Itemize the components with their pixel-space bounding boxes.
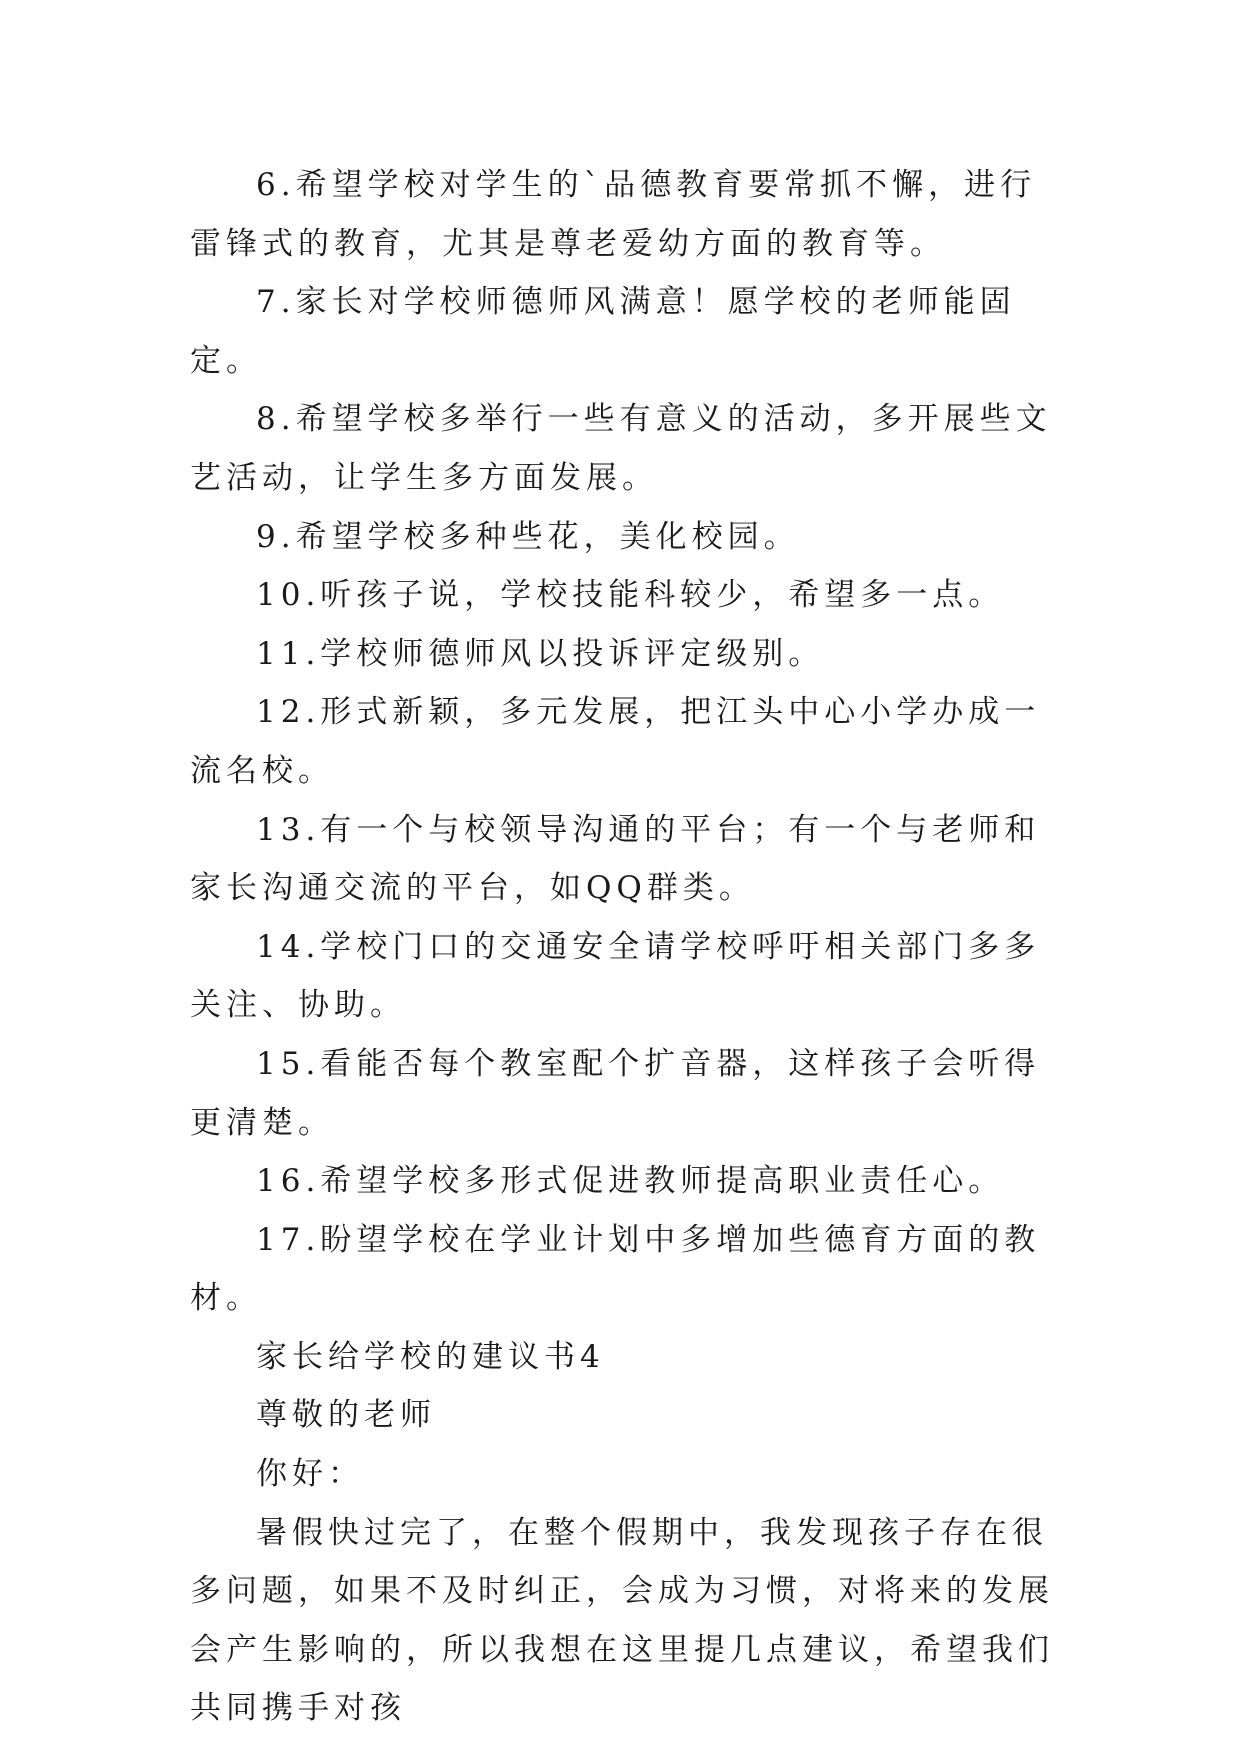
paragraph-item-7: 7.家长对学校师德师风满意！愿学校的老师能固定。	[190, 284, 1016, 379]
paragraph-item-14: 14.学校门口的交通安全请学校呼吁相关部门多多关注、协助。	[190, 928, 1041, 1024]
document-body	[190, 156, 1062, 1738]
paragraph-item-6: 6.希望学校对学生的`品德教育要常抓不懈，进行雷锋式的教育，尤其是尊老爱幼方面的教育等。	[190, 167, 1037, 262]
greeting: 你好：	[256, 1456, 364, 1493]
paragraph-item-12: 12.形式新颖，多元发展，把江头中心小学办成一流名校。	[190, 694, 1041, 789]
salutation: 尊敬的老师	[256, 1397, 436, 1434]
paragraph-item-11: 11.学校师德师风以投诉评定级别。	[256, 635, 825, 672]
section-title: 家长给学校的建议书4	[256, 1338, 605, 1375]
paragraph-item-16: 16.希望学校多形式促进教师提高职业责任心。	[256, 1163, 1005, 1200]
paragraph-item-10: 10.听孩子说，学校技能科较少，希望多一点。	[256, 577, 1005, 614]
paragraph-item-17: 17.盼望学校在学业计划中多增加些德育方面的教材。	[190, 1221, 1041, 1317]
paragraph-item-9: 9.希望学校多种些花，美化校园。	[256, 518, 800, 555]
paragraph-item-15: 15.看能否每个教室配个扩音器，这样孩子会听得更清楚。	[190, 1045, 1041, 1141]
body-paragraph: 暑假快过完了，在整个假期中，我发现孩子存在很多问题，如果不及时纠正，会成为习惯，对将来的发展会产生影响的，所以我想在这里提几点建议，希望我们共同携手对孩	[190, 1514, 1054, 1727]
paragraph-item-8: 8.希望学校多举行一些有意义的活动，多开展些文艺活动，让学生多方面发展。	[190, 401, 1052, 496]
paragraph-item-13: 13.有一个与校领导沟通的平台；有一个与老师和家长沟通交流的平台，如QQ群类。	[190, 811, 1041, 907]
